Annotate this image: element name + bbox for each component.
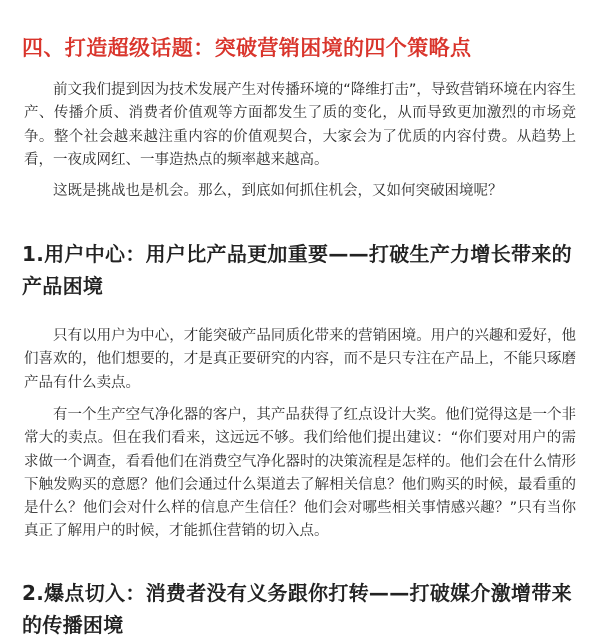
article-title: 四、打造超级话题：突破营销困境的四个策略点 <box>22 36 472 61</box>
intro-paragraph: 前文我们提到因为技术发展产生对传播环境的“降维打击”，导致营销环境在内容生产、传播介质、消费者价值观等方面都发生了质的变化，从而导致更加激烈的市场竞争。整个社会越来越注重内容的价值观契合，大家会为了优质的内容付费。从趋势上看，一夜成网红、一事造热点的频率越来越高。 <box>24 82 576 168</box>
section-paragraph-air-purifier-case: 有一个生产空气净化器的客户，其产品获得了红点设计大奖。他们觉得这是一个非常大的卖点。但在我们看来，这远远不够。我们给他们提出建议：“你们要对用户的需求做一个调查，看看他们在消费空气净化器时的决策流程是怎样的。他们会在什么情形下触发购买的意愿？他们会通过什么渠道去了解相关信息？他们购买的时候，最看重的是什么？他们会对什么样的信息产生信任？他们会对哪些相关事情感兴趣？”只有当你真正了解用户的时候，才能抓住营销的切入点。 <box>24 407 576 540</box>
section-paragraph-user-center: 只有以用户为中心，才能突破产品同质化带来的营销困境。用户的兴趣和爱好，他们喜欢的，他们想要的，才是真正要研究的内容，而不是只专注在产品上，不能只琢磨产品有什么卖点。 <box>24 328 576 391</box>
question-paragraph: 这既是挑战也是机会。那么，到底如何抓住机会，又如何突破困境呢？ <box>53 183 503 199</box>
section-heading-user-center: 1.用户中心：用户比产品更加重要——打破生产力增长带来的产品困境 <box>22 242 572 298</box>
section-heading-hot-entry: 2.爆点切入：消费者没有义务跟你打转——打破媒介激增带来的传播困境 <box>22 581 572 637</box>
